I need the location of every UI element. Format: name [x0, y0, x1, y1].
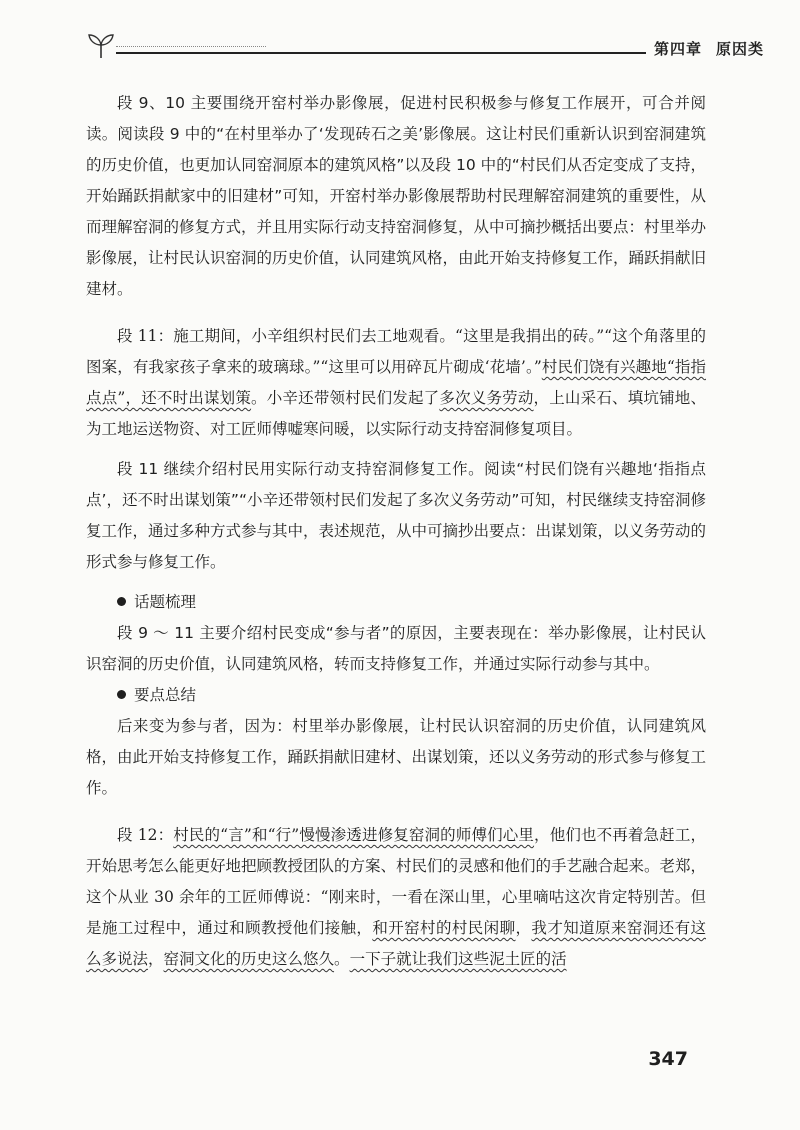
header-dotted-line [116, 46, 266, 47]
para-12-underline-2: 和开窑村的村民闲聊 [372, 919, 516, 937]
para-11-text-1: 段 11：施工期间，小辛组织村民们去工地观看。“这里是我捐出的砖。”“这个角落里的图案，有我家孩子拿来的玻璃球。”“这里可以用碎瓦片砌成‘花墙’。” [86, 327, 706, 376]
running-header [86, 30, 772, 66]
chapter-label: 第四章 [654, 40, 703, 58]
analysis-paragraph-9-10: 段 9、10 主要围绕开窑村举办影像展，促进村民积极参与修复工作展开，可合并阅读。阅读段 9 中的“在村里举办了‘发现砖石之美’影像展。这让村民们重新认识到窑洞建筑的历史价值，也更加认同窑洞原本的建筑风格”以及段 10 中的“村民们从否定变成了支持，开始踊跃捐献家中的旧建材”可知，开窑村举办影像展帮助村民理解窑洞建筑的重要性，从而理解窑洞的修复方式，并且用实际行动支持窑洞修复，从中可摘抄概括出要点：村里举办影像展，让村民认识窑洞的历史价值，认同建筑风格，由此开始支持修复工作，踊跃捐献旧建材。 [86, 94, 707, 298]
para-12-text-5: 。 [334, 950, 350, 968]
bullet-dot-icon [117, 597, 126, 606]
page-number: 347 [648, 1048, 688, 1070]
topic-heading [86, 587, 706, 618]
summary-text: 后来变为参与者，因为：村里举办影像展，让村民认识窑洞的历史价值，认同建筑风格，由此开始支持修复工作，踊跃捐献旧建材、出谋划策，还以义务劳动的形式参与修复工作。 [86, 717, 707, 797]
topic-heading-label: 话题梳理 [134, 593, 197, 611]
para-12-underline-3: 我才知道原来窑洞还有这么多说法 [86, 919, 706, 968]
para-12-text-1: 段 12： [117, 826, 174, 844]
source-paragraph-12 [86, 820, 706, 975]
sprout-icon [86, 30, 116, 60]
para-12-text-3: ， [515, 919, 532, 937]
source-paragraph-11 [86, 321, 706, 445]
para-11-text-3: ，上山采石、填坑铺地、为工地运送物资、对工匠师傅嘘寒问暖，以实际行动支持窑洞修复项目。 [86, 389, 706, 438]
summary-heading [86, 680, 706, 711]
para-12-underline-5: 一下子就让我们这些泥土匠的活 [349, 950, 567, 968]
chapter-title [654, 38, 764, 59]
para-12-underline-1: 村民的“言”和“行”慢慢渗透进修复窑洞的师傅们心里 [173, 826, 535, 844]
section-label: 原因类 [716, 40, 765, 58]
para-12-text-2: ，他们也不再着急赶工，开始思考怎么能更好地把顾教授团队的方案、村民们的灵感和他们的手艺融合起来。老郑，这个从业 30 余年的工匠师傅说：“刚来时，一看在深山里，心里嘀咕这次肯定特别苦。但是施工过程中，通过和顾教授他们接触， [86, 826, 707, 937]
topic-text: 段 9 ～ 11 主要介绍村民变成“参与者”的原因，主要表现在：举办影像展，让村民认识窑洞的历史价值，认同建筑风格，转而支持修复工作，并通过实际行动参与其中。 [86, 624, 706, 673]
para-12-underline-4: 窑洞文化的历史这么悠久 [163, 950, 335, 968]
page-body [86, 88, 706, 975]
analysis-paragraph-11: 段 11 继续介绍村民用实际行动支持窑洞修复工作。阅读“村民们饶有兴趣地‘指指点点’，还不时出谋划策”“小辛还带领村民们发起了多次义务劳动”可知，村民继续支持窑洞修复工作，通过多种方式参与其中，表述规范，从中可摘抄出要点：出谋划策，以义务劳动的形式参与修复工作。 [86, 460, 707, 571]
summary-heading-label: 要点总结 [134, 686, 197, 704]
para-11-underline-2: 多次义务劳动 [439, 389, 534, 407]
para-11-text-2: 。小辛还带领村民们发起了 [251, 389, 440, 407]
para-11-underline-1: 村民们饶有兴趣地“指指点点”，还不时出谋划策 [86, 358, 706, 407]
header-rule [116, 52, 646, 54]
bullet-dot-icon [117, 690, 126, 699]
para-12-text-4: ， [148, 950, 164, 968]
